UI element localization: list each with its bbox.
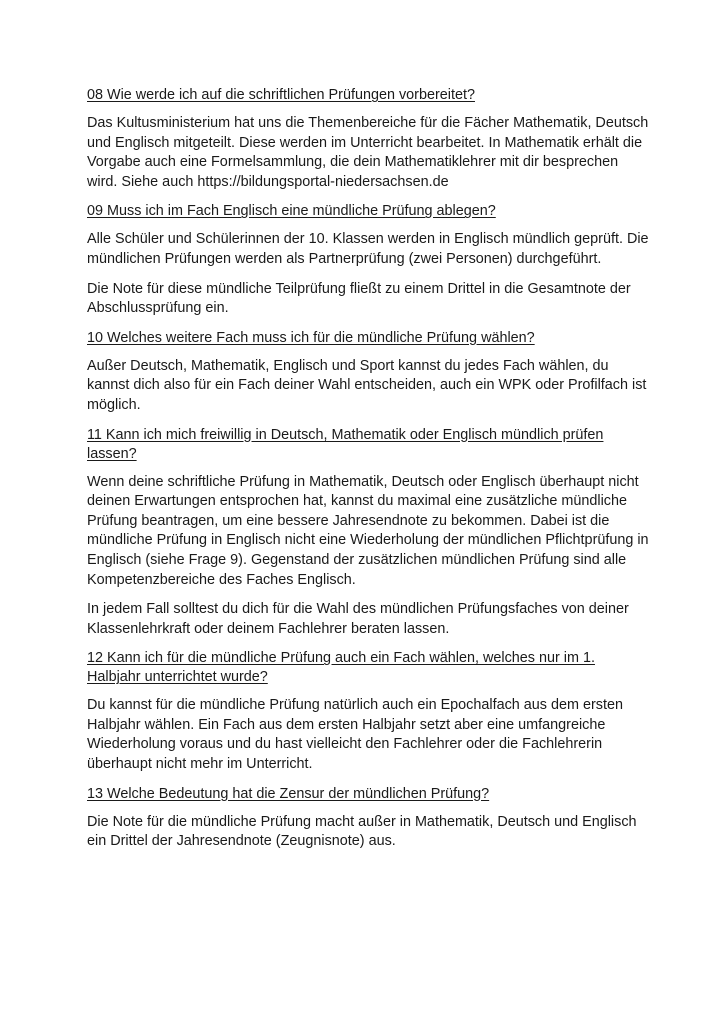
faq-section-09 (87, 202, 652, 318)
faq-answer-paragraph: Du kannst für die mündliche Prüfung natürlich auch ein Epochalfach aus dem ersten Halbjahr wählen. Ein Fach aus dem ersten Halbjahr setzt aber eine umfangreiche Wiederholung voraus und du hast vielleicht den Fachlehrer oder die Fachlehrerin überhaupt nicht mehr im Unterricht. (87, 697, 623, 773)
faq-section-11 (87, 426, 652, 640)
faq-answer-paragraph: Alle Schüler und Schülerinnen der 10. Klassen werden in Englisch mündlich geprüft. Die mündlichen Prüfungen werden als Partnerprüfung (zwei Personen) durchgeführt. (87, 231, 649, 267)
faq-section-10 (87, 329, 652, 416)
faq-question: 11 Kann ich mich freiwillig in Deutsch, Mathematik oder Englisch mündlich prüfen lassen? (87, 426, 604, 462)
faq-question: 12 Kann ich für die mündliche Prüfung auch ein Fach wählen, welches nur im 1. Halbjahr unterrichtet wurde? (87, 650, 595, 686)
faq-question: 10 Welches weitere Fach muss ich für die mündliche Prüfung wählen? (87, 329, 535, 346)
faq-question: 09 Muss ich im Fach Englisch eine mündliche Prüfung ablegen? (87, 203, 496, 220)
faq-answer-paragraph: Das Kultusministerium hat uns die Themenbereiche für die Fächer Mathematik, Deutsch und Englisch mitgeteilt. Diese werden im Unterricht bearbeitet. In Mathematik erhält die Vorgabe auch eine Formelsammlung, die dein Mathematiklehrer mit dir besprechen wird. Siehe auch https://bildungsportal-niedersachsen.de (87, 115, 649, 190)
document-page (87, 86, 652, 862)
faq-section-08 (87, 86, 652, 192)
faq-answer-paragraph: In jedem Fall solltest du dich für die Wahl des mündlichen Prüfungsfaches von deiner Klassenlehrkraft oder deinem Fachlehrer beraten lassen. (87, 601, 629, 637)
faq-answer-paragraph: Außer Deutsch, Mathematik, Englisch und Sport kannst du jedes Fach wählen, du kannst dich also für ein Fach deiner Wahl entscheiden, auch ein WPK oder Profilfach ist möglich. (87, 357, 647, 413)
faq-section-12 (87, 649, 652, 774)
faq-answer-paragraph: Wenn deine schriftliche Prüfung in Mathematik, Deutsch oder Englisch überhaupt nicht deinen Erwartungen entsprochen hat, kannst du maximal eine zusätzliche mündliche Prüfung beantragen, um eine bessere Jahresendnote zu bekommen. Dabei ist die mündliche Prüfung in Englisch nicht eine Wiederholung der mündlichen Pflichtprüfung in Englisch (siehe Frage 9). Gegenstand der zusätzlichen mündlichen Prüfung sind alle Kompetenzbereiche des Faches Englisch. (87, 473, 649, 588)
faq-section-13 (87, 785, 652, 852)
faq-answer-paragraph: Die Note für die mündliche Prüfung macht außer in Mathematik, Deutsch und Englisch ein Drittel der Jahresendnote (Zeugnisnote) aus. (87, 813, 637, 850)
faq-answer-paragraph: Die Note für diese mündliche Teilprüfung fließt zu einem Drittel in die Gesamtnote der Abschlussprüfung ein. (87, 280, 631, 317)
faq-question: 08 Wie werde ich auf die schriftlichen Prüfungen vorbereitet? (87, 87, 475, 103)
faq-question: 13 Welche Bedeutung hat die Zensur der mündlichen Prüfung? (87, 785, 490, 802)
